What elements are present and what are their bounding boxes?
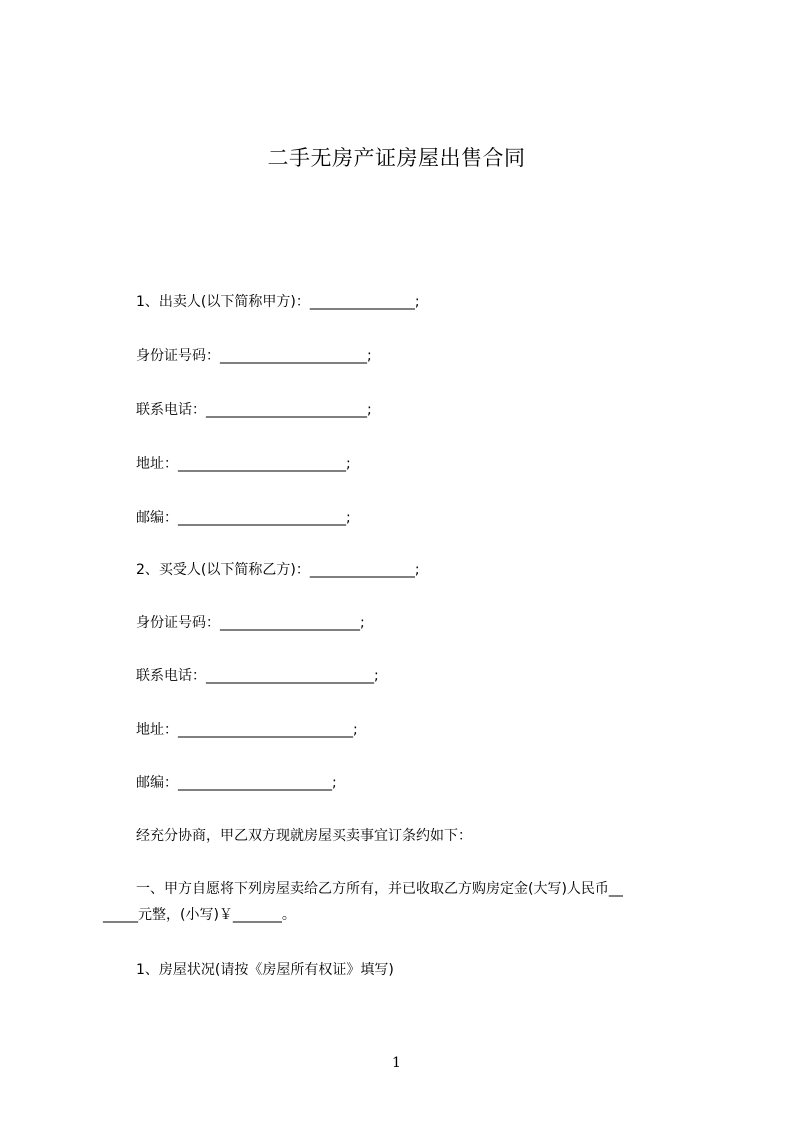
clause-one [103,876,703,928]
seller-postcode-line: 邮编：________________________; [136,510,351,526]
seller-id-line: 身份证号码：_____________________; [136,348,372,364]
clause-one-line-1 [103,876,703,902]
page-number: 1 [392,1055,401,1071]
seller-phone-line: 联系电话：_______________________; [136,402,372,418]
buyer-postcode-line: 邮编：______________________; [136,775,337,791]
buyer-phone-line: 联系电话：________________________; [136,668,379,684]
buyer-id-line: 身份证号码：____________________; [136,615,365,631]
buyer-address-line: 地址：_________________________; [136,722,358,738]
buyer-name-line: 2、买受人(以下简称乙方)：_______________; [136,562,420,578]
agreement-intro-line: 经充分协商，甲乙双方现就房屋买卖事宜订条约如下： [136,828,472,844]
seller-address-line: 地址：________________________; [136,456,351,472]
document-title: 二手无房产证房屋出售合同 [267,146,526,170]
clause-one-line-2: _____元整，(小写)￥_______。 [103,907,296,923]
seller-name-line: 1、出卖人(以下简称甲方)：_______________; [136,294,420,310]
section-heading: 1、房屋状况(请按《房屋所有权证》填写) [136,962,394,978]
clause-one-text-1: 一、甲方自愿将下列房屋卖给乙方所有，并已收取乙方购房定金(大写)人民币__ [136,881,623,897]
